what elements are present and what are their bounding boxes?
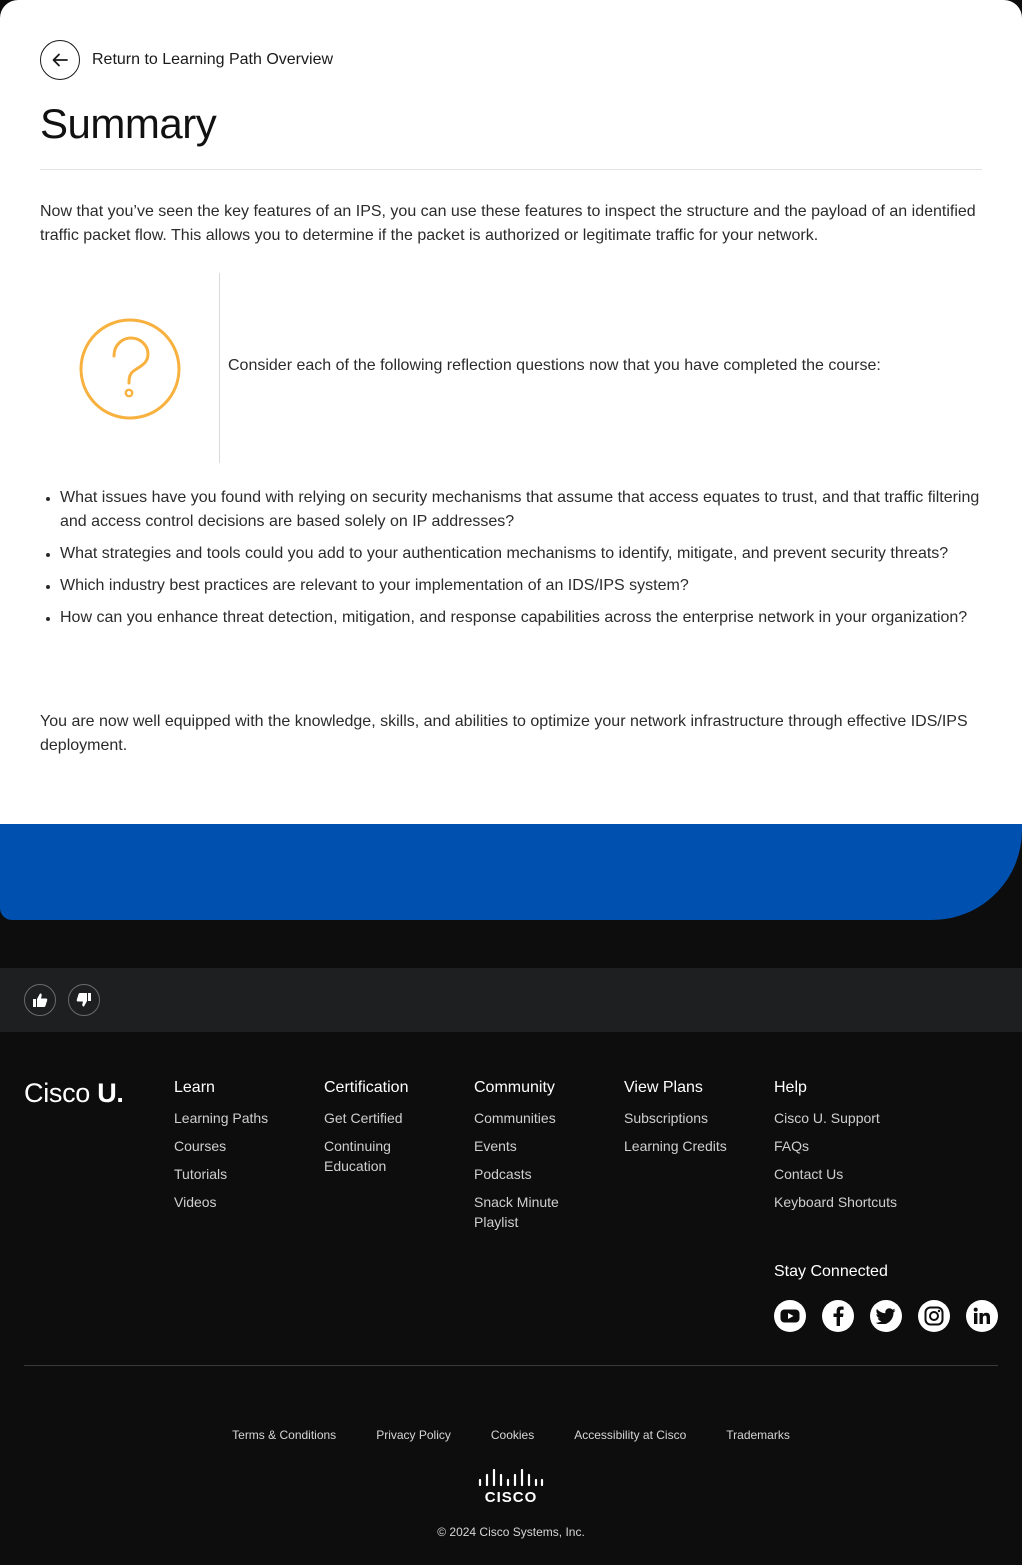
logo-text: Cisco [24,1078,91,1108]
footer-column-learn [174,1078,314,1220]
footer-heading: Help [774,1079,807,1096]
footer-link[interactable]: Tutorials [174,1166,228,1182]
like-button[interactable] [24,984,56,1016]
feedback-bar [0,968,1022,1032]
question-mark-icon [78,317,182,421]
legal-link-trademarks[interactable]: Trademarks [726,1428,790,1442]
footer-link[interactable]: Get Certified [324,1110,403,1126]
list-item: What strategies and tools could you add to your authentication mechanisms to identify, mitigate, and prevent security threats? [60,542,980,566]
footer-column-certification [324,1078,464,1184]
footer-heading: Community [474,1079,555,1096]
instagram-icon [924,1306,944,1326]
facebook-link[interactable] [822,1300,854,1332]
legal-links [0,1428,1022,1442]
footer-link[interactable]: Videos [174,1194,217,1210]
back-link-label[interactable]: Return to Learning Path Overview [92,51,334,68]
footer-link[interactable]: FAQs [774,1138,810,1154]
back-link[interactable] [40,40,333,80]
linkedin-link[interactable] [966,1300,998,1332]
youtube-link[interactable] [774,1300,806,1332]
instagram-link[interactable] [918,1300,950,1332]
footer-column-help [774,1078,974,1220]
list-item: Which industry best practices are relevant to your implementation of an IDS/IPS system? [60,574,980,598]
reflection-callout [40,273,982,463]
footer-link[interactable]: Cisco U. Support [774,1110,880,1126]
list-item: What issues have you found with relying on security mechanisms that assume that access equates to trust, and that traffic filtering and access control decisions are based solely on IP addresses? [60,486,980,534]
back-button[interactable] [40,40,80,80]
footer-link[interactable]: Learning Credits [624,1138,727,1154]
intro-paragraph: Now that you’ve seen the key features of an IPS, you can use these features to inspect the structure and the payload of an identified traffic packet flow. This allows you to determine if the packet is authorized or legitimate traffic for your network. [40,203,976,244]
legal-link-cookies[interactable]: Cookies [490,1428,535,1442]
footer-heading: View Plans [624,1079,703,1096]
footer-link[interactable]: Learning Paths [174,1110,269,1126]
page-title: Summary [40,100,217,147]
footer-link[interactable]: Communities [474,1110,556,1126]
footer-link[interactable]: Events [474,1138,517,1154]
legal-link-privacy[interactable]: Privacy Policy [376,1428,451,1442]
title-divider [40,169,982,170]
thumbs-down-icon [76,992,92,1008]
footer-column-community [474,1078,614,1240]
footer-heading: Certification [324,1079,409,1096]
thumbs-up-icon [32,992,48,1008]
list-item: How can you enhance threat detection, mitigation, and response capabilities across the enterprise network in your organization? [60,606,980,630]
facebook-icon [831,1306,845,1326]
twitter-link[interactable] [870,1300,902,1332]
logo-mark: U. [97,1078,124,1108]
footer-link[interactable]: Contact Us [774,1166,844,1182]
footer-link[interactable]: Keyboard Shortcuts [774,1194,897,1210]
footer-link[interactable]: Subscriptions [624,1110,709,1126]
cisco-logo [477,1468,545,1504]
legal-link-accessibility[interactable]: Accessibility at Cisco [574,1428,687,1442]
linkedin-icon [973,1307,991,1325]
footer-divider [24,1365,998,1366]
closing-paragraph: You are now well equipped with the knowledge, skills, and abilities to optimize your network infrastructure through effective IDS/IPS deployment. [40,713,968,754]
footer-link[interactable]: Courses [174,1138,227,1154]
footer-link[interactable]: Continuing Education [324,1138,391,1174]
youtube-icon [780,1308,800,1324]
twitter-icon [876,1308,896,1324]
footer-link[interactable]: Snack Minute Playlist [474,1194,559,1230]
copyright-text: © 2024 Cisco Systems, Inc. [437,1525,585,1539]
dislike-button[interactable] [68,984,100,1016]
reflection-questions [60,486,980,638]
footer-link[interactable]: Podcasts [474,1166,532,1182]
legal-link-terms[interactable]: Terms & Conditions [232,1428,337,1442]
svg-text:CISCO: CISCO [484,1489,538,1504]
arrow-left-icon [51,51,69,69]
stay-connected-heading: Stay Connected [774,1263,888,1280]
cisco-u-logo[interactable] [24,1078,124,1109]
footer-heading: Learn [174,1079,215,1096]
brand-band [0,824,1022,920]
footer-column-view-plans [624,1078,764,1164]
callout-divider [219,273,220,463]
callout-text: Consider each of the following reflection questions now that you have completed the course: [228,357,881,374]
